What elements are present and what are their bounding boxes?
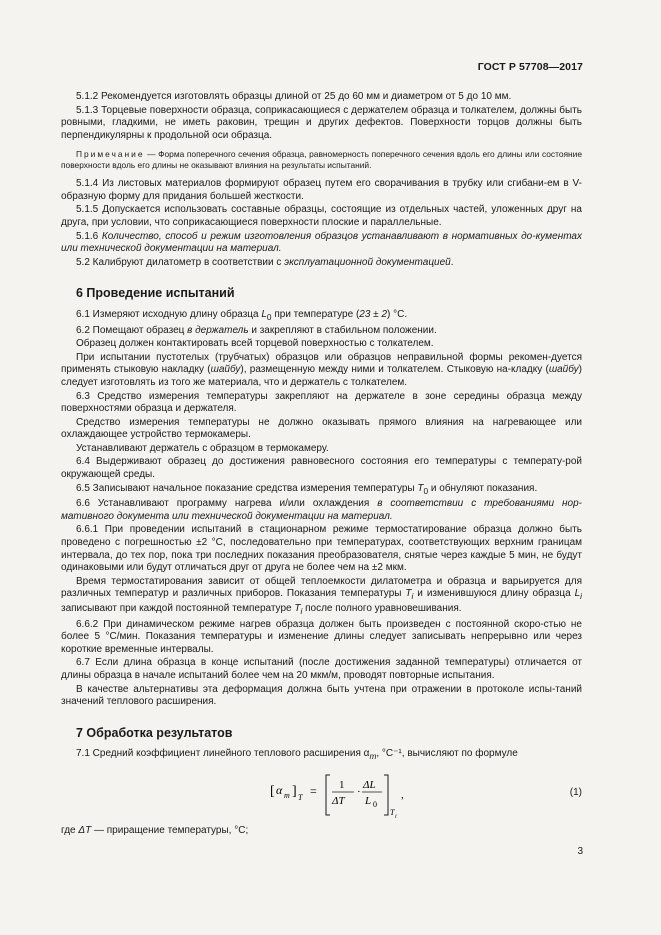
formula-dT: ΔT [332, 794, 345, 807]
document-header: ГОСТ Р 57708—2017 [477, 61, 583, 73]
paragraph-6-3-install: Устанавливают держатель с образцом в термокамеру. [76, 442, 329, 454]
paragraph-5-1-4: 5.1.4 Из листовых материалов формируют образец путем его сворачивания в трубку или сгибани-ем в V-образную форму для придания большей жесткости. [61, 178, 582, 202]
formula-comma: , [401, 788, 404, 801]
paragraph-6-7-alt: В качестве альтернативы эта деформация должна быть учтена при отражении в протоколе испы-таний значений теплового расширения. [61, 683, 582, 708]
paragraph-7-1: 7.1 Средний коэффициент линейного теплового расширения $\alpha_m$, °C⁻¹, вычисляют по формуле [76, 748, 518, 762]
big-bracket-right [384, 775, 388, 815]
note-label: Примечание [76, 149, 145, 160]
paragraph-6-2-contact: Образец должен контактировать всей торцевой поверхностью с толкателем. [76, 338, 434, 350]
note-text: — Форма поперечного сечения образца, равномерность поперечного сечения вдоль его длины или состояние поверхности вдоль его длины не оказывают влияния на результаты испытаний. [61, 149, 582, 170]
formula-dot: · [357, 785, 361, 798]
bracket-left: [ [270, 783, 275, 799]
paragraph-6-5: 6.5 Записывают начальное показание средства измерения температуры $T_0$ и обнуляют показания. [76, 482, 538, 496]
paragraph-6-4: 6.4 Выдерживают образец до достижения равновесного состояния его температуры с температу-рой окружающей среды. [61, 456, 582, 481]
formula-one: 1 [339, 778, 345, 791]
formula-alpha: α [276, 782, 283, 797]
paragraph-5-1-3: 5.1.3 Торцевые поверхности образца, соприкасающиеся с держателем образца и толкателем, должны быть ровными, гладкими, не иметь раковин, трещин и других дефектов. Поверхности торцов должны быть перпендикулярны к продольной оси образца. [61, 104, 582, 141]
paragraph-6-6-2: 6.6.2 При динамическом режиме нагрев образца должен быть произведен с постоянной скоро-стью не более 5 °C/мин. Показания температуры и изменение длины следует записывать непрерывно или через короткие временные интервалы. [61, 618, 582, 655]
paragraph-6-3: 6.3 Средство измерения температуры закрепляют на держателе в зоне середины образца между поверхностями образца и держателя. [61, 390, 582, 415]
formula-dL: ΔL [363, 778, 376, 791]
document-body [61, 91, 582, 839]
paragraph-6-7: 6.7 Если длина образца в конце испытаний (после достижения заданной температуры) отличается от длины образца в начале испытаний более чем на 20 мкм/м, проводят повторные испытания. [61, 657, 582, 681]
formula-m: m [284, 790, 290, 800]
formula-zero: 0 [373, 799, 377, 809]
formula-number: (1) [569, 786, 582, 798]
paragraph-6-1: 6.1 Измеряют исходную длину образца $L_0$ при температуре (23 ± 2) °C. [76, 308, 408, 322]
section-7-heading: 7 Обработка результатов [76, 725, 233, 740]
formula-equals: = [310, 783, 317, 798]
paragraph-6-6-1: 6.6.1 При проведении испытаний в стационарном режиме термостатирование образца должно быть проведено с погрешностью ±2 °C, последовательно при температурах, соответствующих верхним границам интервала, до тех пор, пока три последних показания преобразователя, снятые через каждые 5 мин, не будут одинаковыми или будут отличаться друг от друга не более чем на ±2 мкм. [61, 524, 582, 574]
formula-1 [61, 769, 582, 821]
paragraph-6-2: 6.2 Помещают образец в держатель и закрепляют в стабильном положении. [76, 324, 437, 336]
paragraph-5-1-2: 5.1.2 Рекомендуется изготовлять образцы длиной от 25 до 60 мм и диаметром от 5 до 10 мм. [76, 91, 512, 102]
formula-T-sub: T [298, 792, 303, 802]
formula-L0: L [365, 794, 372, 807]
paragraph-6-6-1-time: Время термостатирования зависит от общей теплоемкости дилатометра и образца и варьируется для различных температур и различных приборов. Показания температуры $T_i$ и изменившуюся длину образца $L_i$ записывают при каждой постоянной температуре $T_i$ после полного уравновешивания. [61, 575, 582, 616]
page-number: 3 [577, 846, 583, 857]
formula-expression [270, 773, 470, 821]
formula-i: i [395, 813, 397, 820]
paragraph-6-3-influence: Средство измерения температуры не должно оказывать прямого влияния на нагревающее или охлаждающее устройство термокамеры. [61, 416, 582, 441]
formula-Ti: T [390, 807, 395, 817]
paragraph-5-2: 5.2 Калибруют дилатометр в соответствии с эксплуатационной документацией. [76, 256, 454, 268]
bracket-right: ] [292, 783, 297, 799]
big-bracket-left [326, 775, 330, 815]
section-6-heading: 6 Проведение испытаний [76, 286, 235, 301]
paragraph-6-2-washer: При испытании пустотелых (трубчатых) образцов или образцов неправильной формы рекомен-дуется применять стыковую накладку (шайбу), размещенную между ними и толкателем. Стыковую на-кладку (шайбу) следует изготовлять из того же материала, что и держатель с толкателем. [61, 351, 582, 388]
note [61, 149, 582, 170]
paragraph-5-1-5: 5.1.5 Допускается использовать составные образцы, состоящие из отдельных частей, уложенных друг на друга, при условии, что соприкасающиеся поверхности плоские и параллельные. [61, 204, 582, 228]
paragraph-5-1-6: 5.1.6 Количество, способ и режим изготовления образцов устанавливают в нормативных до-кументах или технической документации на материал. [61, 230, 582, 255]
where-definition: где ΔT — приращение температуры, °C; [61, 824, 249, 836]
paragraph-6-6: 6.6 Устанавливают программу нагрева и/или охлаждения в соответствии с требованиями нор-мативного документа или технической документации на материал. [61, 498, 583, 522]
